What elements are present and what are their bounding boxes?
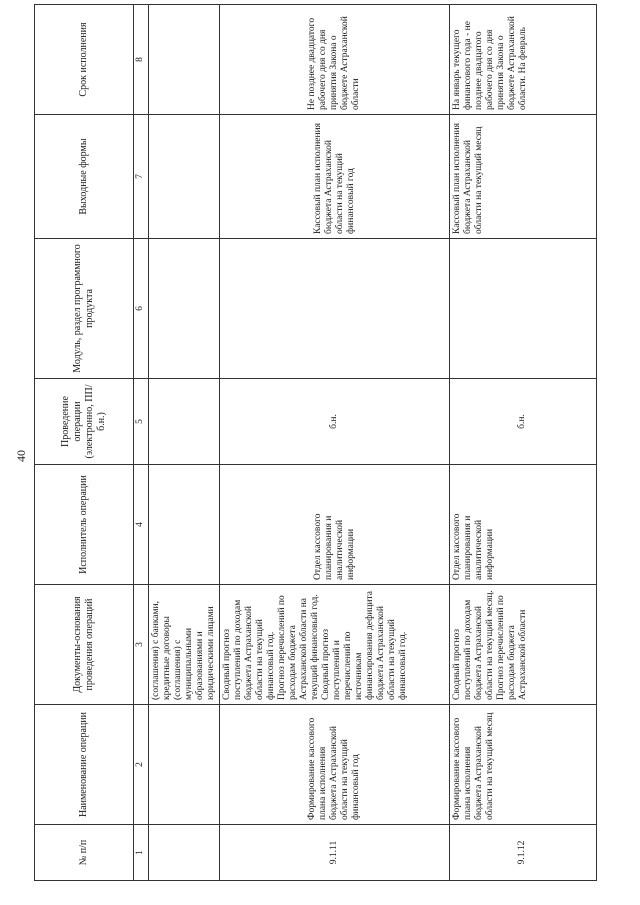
cell-deadline: На январь текущего финансового года - не позднее двадцатого рабочего дня со дня принятия Закона о бюджете Астраханской области. На февраль [449, 5, 596, 115]
cell-executor: Отдел кассового планирования и аналитической информации [220, 465, 450, 585]
column-number-row [133, 5, 148, 881]
cell-operation-name [148, 705, 220, 825]
header-cell: Выходные формы [35, 115, 134, 239]
header-cell: № п/п [35, 825, 134, 881]
cell-documents: (соглашения) с банками, кредитные договоры (соглашения) с муниципальными образованиями и юридическими лицами [148, 585, 220, 705]
header-cell: Наименование операции [35, 705, 134, 825]
header-cell: Исполнитель операции [35, 465, 134, 585]
cell-number: 9.1.12 [449, 825, 596, 881]
cell-output-forms [148, 115, 220, 239]
cell-output-forms: Кассовый план исполнения бюджета Астраханской области на текущий финансовый год [220, 115, 450, 239]
cell-mode [148, 379, 220, 465]
cell-operation-name: Формирование кассового плана исполнения бюджета Астраханской области на текущий месяц [449, 705, 596, 825]
table-row [449, 5, 596, 881]
column-number: 4 [133, 465, 148, 585]
cell-module [220, 239, 450, 379]
header-row [35, 5, 134, 881]
cell-mode: б.н. [220, 379, 450, 465]
cell-module [449, 239, 596, 379]
column-number: 2 [133, 705, 148, 825]
cell-deadline: Не позднее двадцатого рабочего дня со дня принятия Закона о бюджете Астраханской области [220, 5, 450, 115]
cell-module [148, 239, 220, 379]
cell-documents: Сводный прогноз поступлений по доходам бюджета Астраханской области на текущий финансовый год. Прогноз перечислений по расходам бюджета Астраханской области на текущий финансовый год. Сводный прогноз поступлений и перечислений по источникам финансирования дефицита бюджета Астраханской области на текущий финансовый год. [220, 585, 450, 705]
operations-table [34, 4, 597, 881]
header-cell: Срок исполнения [35, 5, 134, 115]
table-row [220, 5, 450, 881]
cell-mode: б.н. [449, 379, 596, 465]
table-row [148, 5, 220, 881]
header-cell: Документы-основания проведения операций [35, 585, 134, 705]
header-cell: Модуль, раздел программного продукта [35, 239, 134, 379]
cell-documents: Сводный прогноз поступлений по доходам бюджета Астраханской области на текущий месяц. Прогноз перечислений по расходам бюджета Астраханской области [449, 585, 596, 705]
header-cell: Проведение операции (электронно, ПП/б.н.) [35, 379, 134, 465]
cell-number: 9.1.11 [220, 825, 450, 881]
cell-output-forms: Кассовый план исполнения бюджета Астраханской области на текущий месяц [449, 115, 596, 239]
column-number: 5 [133, 379, 148, 465]
page-number: 40 [14, 450, 28, 462]
column-number: 6 [133, 239, 148, 379]
cell-deadline [148, 5, 220, 115]
cell-operation-name: Формирование кассового плана исполнения бюджета Астраханской области на текущий финансовый год [220, 705, 450, 825]
column-number: 1 [133, 825, 148, 881]
cell-executor [148, 465, 220, 585]
cell-number [148, 825, 220, 881]
column-number: 3 [133, 585, 148, 705]
column-number: 7 [133, 115, 148, 239]
column-number: 8 [133, 5, 148, 115]
cell-executor: Отдел кассового планирования и аналитической информации [449, 465, 596, 585]
